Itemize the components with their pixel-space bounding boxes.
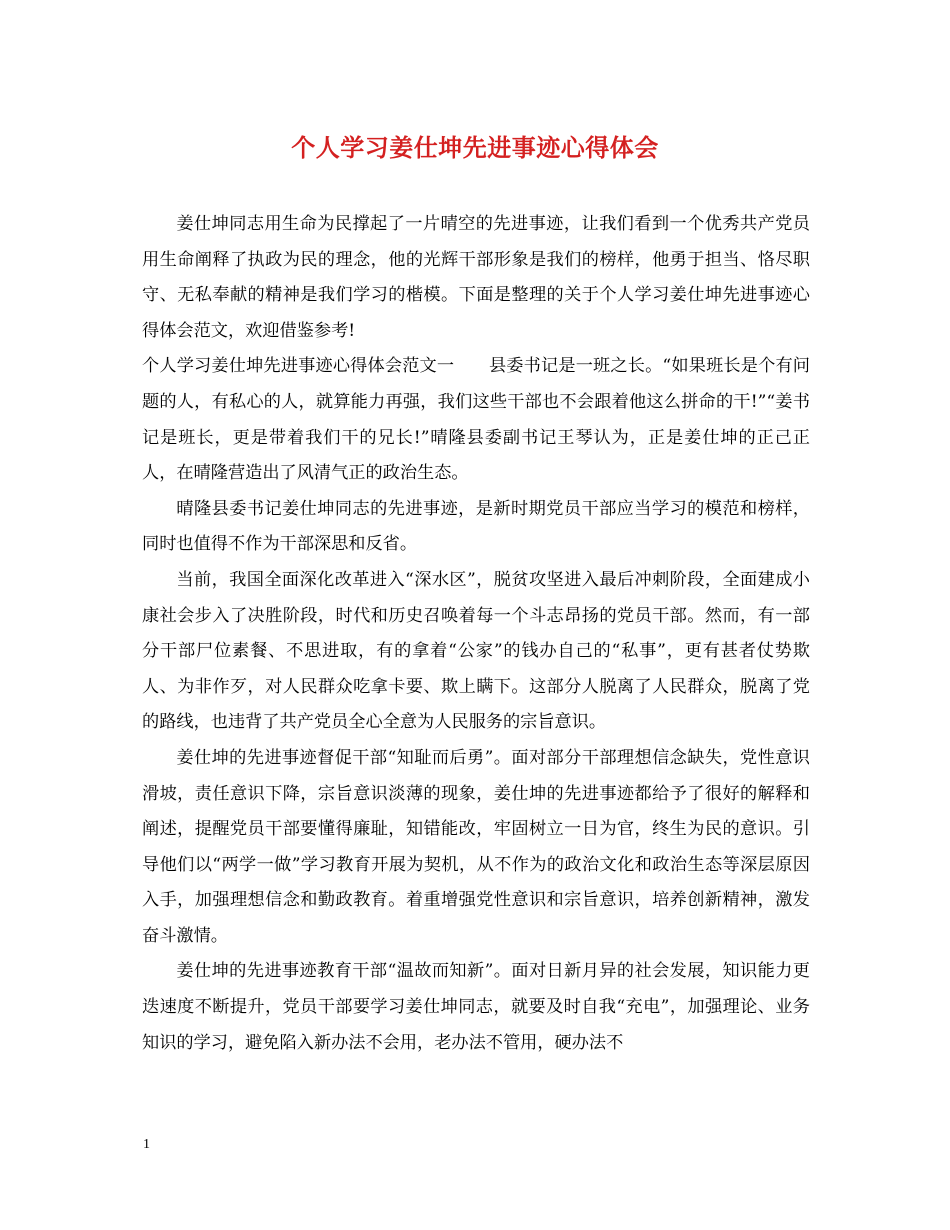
paragraph-review-learn: 姜仕坤的先进事迹教育干部“温故而知新”。面对日新月异的社会发展，知识能力更迭速度不断提升，党员干部要学习姜仕坤同志，就要及时自我“充电”，加强理论、业务知识的学习，避免陷入新办法不会用，老办法不管用，硬办法不 xyxy=(142,961,810,1053)
paragraph-intro: 姜仕坤同志用生命为民撑起了一片晴空的先进事迹，让我们看到一个优秀共产党员用生命阐释了执政为民的理念，他的光辉干部形象是我们的榜样，他勇于担当、恪尽职守、无私奉献的精神是我们学习的楷模。下面是整理的关于个人学习姜仕坤先进事迹心得体会范文，欢迎借鉴参考! xyxy=(142,214,810,341)
paragraph-shame-courage: 姜仕坤的先进事迹督促干部“知耻而后勇”。面对部分干部理想信念缺失，党性意识滑坡，责任意识下降，宗旨意识淡薄的现象，姜仕坤的先进事迹都给予了很好的解释和阐述，提醒党员干部要懂得廉耻，知错能改，牢固树立一日为官，终生为民的意识。引导他们以“两学一做”学习教育开展为契机，从不作为的政治文化和政治生态等深层原因入手，加强理想信念和勤政教育。着重增强党性意识和宗旨意识，培养创新精神，激发奋斗激情。 xyxy=(142,747,810,946)
paragraph-role-model: 晴隆县委书记姜仕坤同志的先进事迹，是新时期党员干部应当学习的模范和榜样，同时也值得不作为干部深思和反省。 xyxy=(142,498,810,555)
document-body xyxy=(142,207,810,1061)
paragraph-essay-one-start: 个人学习姜仕坤先进事迹心得体会范文一 县委书记是一班之长。“如果班长是个有问题的人，有私心的人，就算能力再强，我们这些干部也不会跟着他这么拼命的干!”“姜书记是班长，更是带着我们干的兄长!”晴隆县委副书记王琴认为，正是姜仕坤的正己正人，在晴隆营造出了风清气正的政治生态。 xyxy=(142,356,810,484)
page-number: 1 xyxy=(143,1137,150,1152)
paragraph-current-situation: 当前，我国全面深化改革进入“深水区”，脱贫攻坚进入最后冲刺阶段，全面建成小康社会步入了决胜阶段，时代和历史召唤着每一个斗志昂扬的党员干部。然而，有一部分干部尸位素餐、不思进取，有的拿着“公家”的钱办自己的“私事”，更有甚者仗势欺人、为非作歹，对人民群众吃拿卡要、欺上瞒下。这部分人脱离了人民群众，脱离了党的路线，也违背了共产党员全心全意为人民服务的宗旨意识。 xyxy=(142,569,810,733)
document-title: 个人学习姜仕坤先进事迹心得体会 xyxy=(291,133,659,162)
